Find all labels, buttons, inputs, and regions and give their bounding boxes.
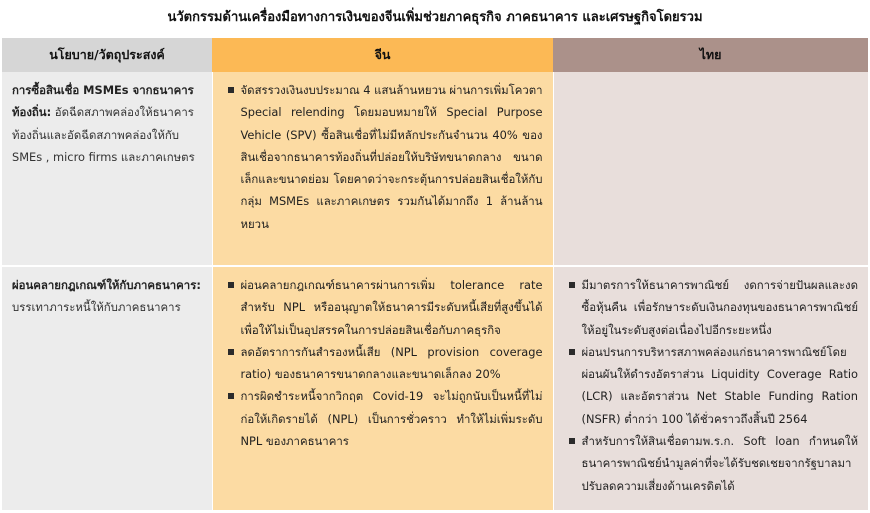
china-cell	[212, 266, 553, 510]
policy-cell	[2, 72, 212, 266]
document-title: นวัตกรรมด้านเครื่องมือทางการเงินของจีนเพิ่มช่วยภาคธุรกิจ ภาคธนาคาร และเศรษฐกิจโดยรวม	[167, 10, 703, 25]
list-item: ลดอัตราการกันสำรองหนี้เสีย (NPL provision coverage ratio) ของธนาคารขนาดกลางและขนาดเล็กลง 20%	[241, 341, 543, 386]
list-item: ผ่อนคลายกฎเกณฑ์ธนาคารผ่านการเพิ่ม tolerance rate สำหรับ NPL หรืออนุญาตให้ธนาคารมีระดับหนี้เสียที่สูงขึ้นได้ เพื่อให้ไม่เป็นอุปสรรคในการปล่อยสินเชื่อกับภาคธุรกิจ	[241, 274, 543, 341]
thai-measures-list	[566, 274, 859, 497]
header-thai: ไทย	[553, 38, 868, 72]
policy-cell	[2, 266, 212, 510]
comparison-table	[2, 38, 868, 510]
table-row	[2, 266, 868, 510]
list-item: มีมาตรการให้ธนาคารพาณิชย์ งดการจ่ายปันผลและงดซื้อหุ้นคืน เพื่อรักษาระดับเงินกองทุนของธนาคารพาณิชย์ให้อยู่ในระดับสูงต่อเนื่องไปอีกระยะหนึ่ง	[582, 274, 859, 341]
list-item: ผ่อนปรนการบริหารสภาพคล่องแก่ธนาคารพาณิชย์โดยผ่อนผันให้ดำรงอัตราส่วน Liquidity Coverage Ratio (LCR) และอัตราส่วน Net Stable Funding Ration (NSFR) ต่ำกว่า 100 ได้ชั่วคราวถึงสิ้นปี 2564	[582, 341, 859, 430]
policy-description: บรรเทาภาระหนี้ให้กับภาคธนาคาร	[12, 300, 181, 315]
policy-title: ผ่อนคลายกฎเกณฑ์ให้กับภาคธนาคาร:	[12, 278, 201, 292]
list-item: สำหรับการให้สินเชื่อตามพ.ร.ก. Soft loan กำหนดให้ธนาคารพาณิชย์นำมูลค่าที่จะได้รับชดเชยจากรัฐบาลมาปรับลดความเสี่ยงด้านเครดิตได้	[582, 430, 859, 497]
thai-cell	[553, 266, 868, 510]
thai-cell	[553, 72, 868, 266]
table-row	[2, 72, 868, 266]
policy-description: อัดฉีดสภาพคล่องให้ธนาคารท้องถิ่นและอัดฉีดสภาพคล่องให้กับ SMEs , micro firms และภาคเกษตร	[12, 105, 195, 164]
china-measures-list	[225, 79, 543, 235]
header-policy: นโยบาย/วัตถุประสงค์	[2, 38, 212, 72]
list-item: จัดสรรวงเงินงบประมาณ 4 แสนล้านหยวน ผ่านการเพิ่มโควตา Special relending โดยมอบหมายให้ Special Purpose Vehicle (SPV) ซื้อสินเชื่อที่ไม่มีหลักประกันจำนวน 40% ของสินเชื่อจากธนาคารท้องถิ่นที่ปล่อยให้บริษัทขนาดกลาง ขนาดเล็กและขนาดย่อม โดยคาดว่าจะกระตุ้นการปล่อยสินเชื่อให้กับกลุ่ม MSMEs และภาคเกษตร รวมกันได้มากถึง 1 ล้านล้านหยวน	[241, 79, 543, 235]
policy-title: การซื้อสินเชื่อ MSMEs จากธนาคารท้องถิ่น:	[12, 83, 194, 120]
header-china: จีน	[212, 38, 553, 72]
china-cell	[212, 72, 553, 266]
table-header-row	[2, 38, 868, 72]
china-measures-list	[225, 274, 543, 452]
list-item: การผิดชำระหนี้จากวิกฤต Covid-19 จะไม่ถูกนับเป็นหนี้ที่ไม่ก่อให้เกิดรายได้ (NPL) เป็นการชั่วคราว ทำให้ไม่เพิ่มระดับ NPL ของภาคธนาคาร	[241, 385, 543, 452]
